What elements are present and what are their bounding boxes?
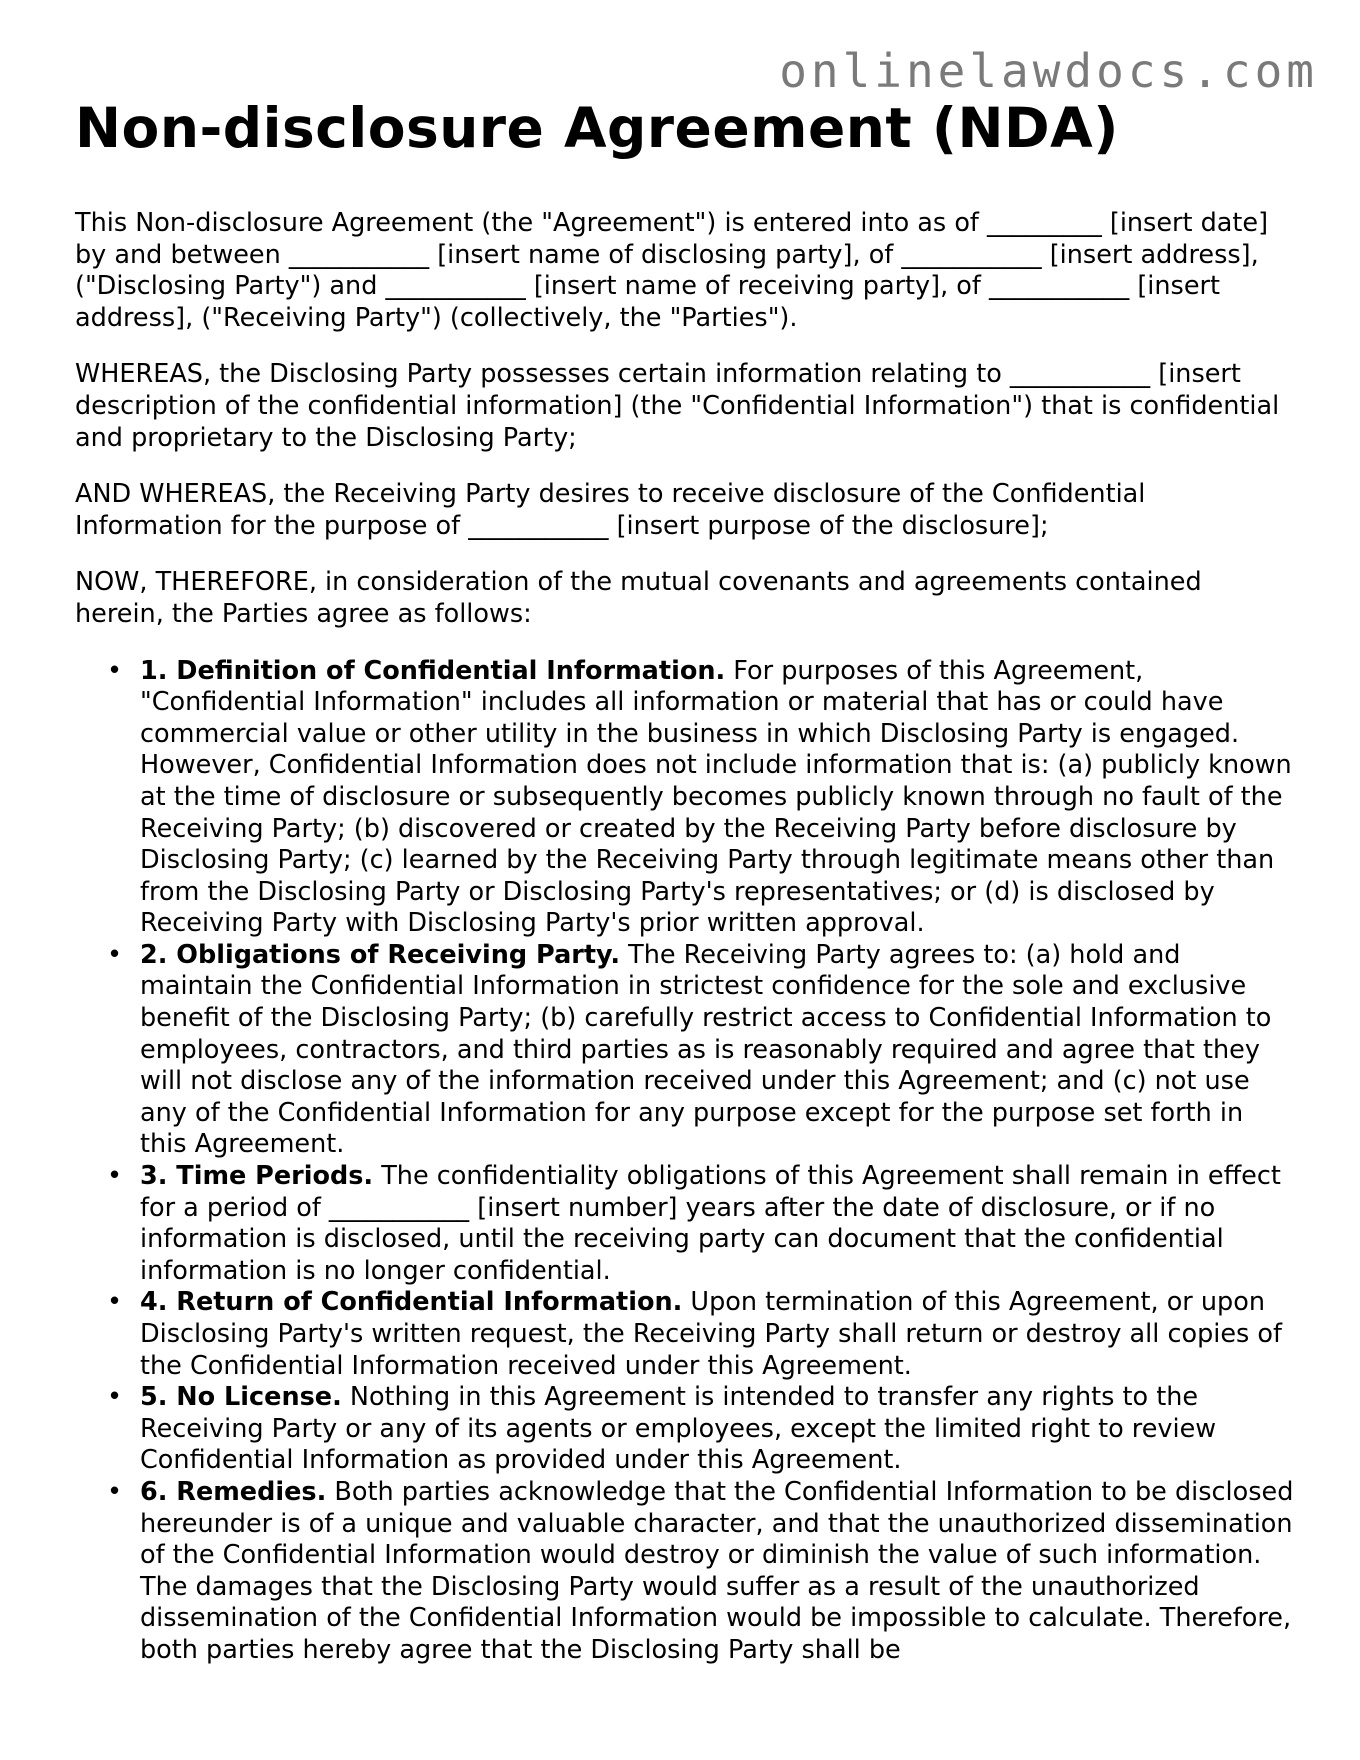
clause-obligations <box>107 939 1295 1161</box>
clause-heading: 4. Return of Confidential Information. <box>140 1287 683 1318</box>
watermark: onlinelawdocs.com <box>779 44 1318 98</box>
document-title: Non-disclosure Agreement (NDA) <box>75 96 1119 160</box>
clause-text: The confidentiality obligations of this Agreement shall remain in effect for a period of ___________ [insert number] years after the date of disclosure, or if no information is disclosed, until the receiving party can document that the confidential information is no longer confidential. <box>140 1161 1281 1286</box>
bullet-icon: • <box>107 655 123 686</box>
preamble-paragraph: This Non-disclosure Agreement (the "Agreement") is entered into as of _________ [insert date] by and between ___________ [insert name of disclosing party], of ___________ [insert address], ("Disclosing Party") and ___________ [insert name of receiving party], of ___________ [insert address], ("Receiving Party") (collectively, the "Parties"). <box>75 208 1269 333</box>
clause-no-license <box>107 1382 1295 1477</box>
clause-return <box>107 1287 1295 1382</box>
bullet-icon: • <box>107 1476 123 1507</box>
clause-text: For purposes of this Agreement, "Confidential Information" includes all information or material that has or could have commercial value or other utility in the business in which Disclosing Party is engaged. However, Confidential Information does not include information that is: (a) publicly known at the time of disclosure or subsequently becomes publicly known through no fault of the Receiving Party; (b) discovered or created by the Receiving Party before disclosure by Disclosing Party; (c) learned by the Receiving Party through legitimate means other than from the Disclosing Party or Disclosing Party's representatives; or (d) is disclosed by Receiving Party with Disclosing Party's prior written approval. <box>140 655 1292 939</box>
clause-heading: 5. No License. <box>140 1382 342 1413</box>
bullet-icon: • <box>107 1382 123 1413</box>
bullet-icon: • <box>107 939 123 970</box>
clause-time-periods <box>107 1161 1295 1287</box>
now-therefore-paragraph: NOW, THEREFORE, in consideration of the mutual covenants and agreements contained herein, the Parties agree as follows: <box>75 567 1202 629</box>
clause-text: Upon termination of this Agreement, or upon Disclosing Party's written request, the Receiving Party shall return or destroy all copies of the Confidential Information received under this Agreement. <box>140 1287 1283 1381</box>
intro-section <box>75 208 1295 631</box>
bullet-icon: • <box>107 1287 123 1318</box>
clause-definition <box>107 655 1295 940</box>
clause-heading: 6. Remedies. <box>140 1476 327 1507</box>
whereas-paragraph: WHEREAS, the Disclosing Party possesses certain information relating to ___________ [insert description of the confidential information] (the "Confidential Information") that is confidential and proprietary to the Disclosing Party; <box>75 359 1280 453</box>
document-page <box>75 90 1295 1667</box>
clause-heading: 2. Obligations of Receiving Party. <box>140 939 621 970</box>
clause-text: The Receiving Party agrees to: (a) hold and maintain the Confidential Information in strictest confidence for the sole and exclusive benefit of the Disclosing Party; (b) carefully restrict access to Confidential Information to employees, contractors, and third parties as is reasonably required and agree that they will not disclose any of the information received under this Agreement; and (c) not use any of the Confidential Information for any purpose except for the purpose set forth in this Agreement. <box>140 939 1272 1160</box>
clause-remedies <box>107 1476 1295 1667</box>
clauses-list <box>75 656 1295 1667</box>
clause-heading: 1. Definition of Confidential Information. <box>140 655 726 686</box>
clause-text: Nothing in this Agreement is intended to transfer any rights to the Receiving Party or any of its agents or employees, except the limited right to review Confidential Information as provided under this Agreement. <box>140 1382 1217 1476</box>
and-whereas-paragraph: AND WHEREAS, the Receiving Party desires to receive disclosure of the Confidential Information for the purpose of ___________ [insert purpose of the disclosure]; <box>75 479 1146 541</box>
clause-text: Both parties acknowledge that the Confidential Information to be disclosed hereunder is of a unique and valuable character, and that the unauthorized dissemination of the Confidential Information would destroy or diminish the value of such information. The damages that the Disclosing Party would suffer as a result of the unauthorized dissemination of the Confidential Information would be impossible to calculate. Therefore, both parties hereby agree that the Disclosing Party shall be <box>140 1476 1294 1665</box>
bullet-icon: • <box>107 1161 123 1192</box>
clause-heading: 3. Time Periods. <box>140 1161 374 1192</box>
